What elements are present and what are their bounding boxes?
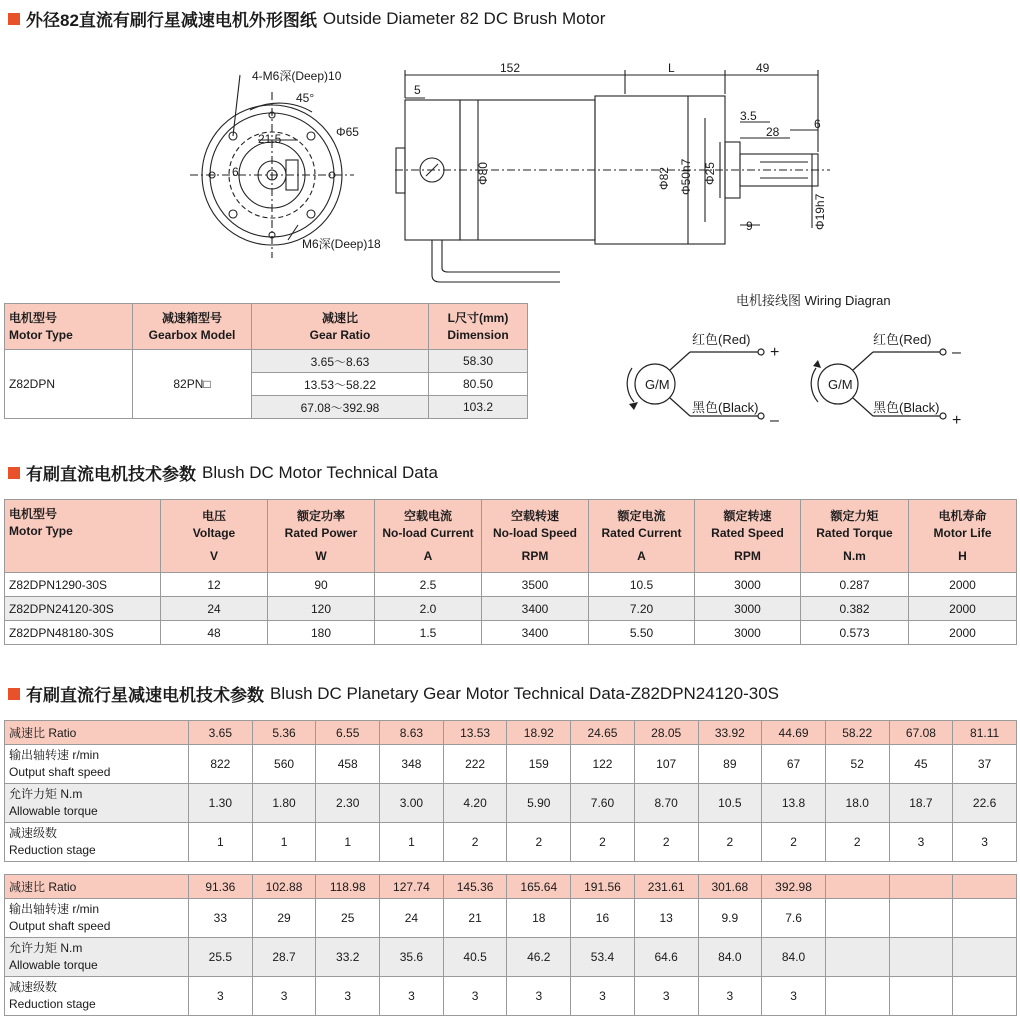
section-marker-icon bbox=[8, 467, 20, 479]
section-title-zh: 有刷直流行星减速电机技术参数 bbox=[26, 686, 264, 705]
torque-cell: 7.60 bbox=[571, 784, 635, 823]
stage-cell: 2 bbox=[634, 823, 698, 862]
speed-cell: 822 bbox=[189, 745, 253, 784]
md-cell: Z82DPN24120-30S bbox=[5, 597, 161, 621]
md-cell: 5.50 bbox=[589, 621, 695, 645]
md-cell: 90 bbox=[268, 573, 375, 597]
stage-cell: 3 bbox=[634, 977, 698, 1016]
gb-motor-cell: Z82DPN bbox=[5, 350, 133, 419]
stage-cell bbox=[889, 977, 953, 1016]
md-cell: 12 bbox=[161, 573, 268, 597]
stage-label: 减速级数 Reduction stage bbox=[5, 823, 189, 862]
md-cell: Z82DPN48180-30S bbox=[5, 621, 161, 645]
ratio-cell: 24.65 bbox=[571, 721, 635, 745]
speed-cell: 67 bbox=[762, 745, 826, 784]
speed-cell: 24 bbox=[380, 899, 444, 938]
dim-5: 5 bbox=[414, 83, 421, 97]
md-cell: 180 bbox=[268, 621, 375, 645]
md-cell: 2.5 bbox=[375, 573, 482, 597]
md-cell: 7.20 bbox=[589, 597, 695, 621]
section-title-zh: 有刷直流电机技术参数 bbox=[26, 465, 196, 484]
dim-center: M6深(Deep)18 bbox=[302, 237, 381, 251]
stage-cell: 3 bbox=[889, 823, 953, 862]
stage-cell: 3 bbox=[762, 977, 826, 1016]
wire-right-top: 红色(Red) bbox=[873, 332, 932, 347]
md-cell: 120 bbox=[268, 597, 375, 621]
md-header-cell: 额定转速 Rated Speed RPM bbox=[695, 500, 801, 573]
md-cell: Z82DPN1290-30S bbox=[5, 573, 161, 597]
gear-table-block-1 bbox=[4, 720, 1017, 862]
ratio-cell: 301.68 bbox=[698, 875, 762, 899]
motor-data-table bbox=[4, 499, 1017, 645]
ratio-row bbox=[5, 875, 1017, 899]
stage-cell: 2 bbox=[825, 823, 889, 862]
gb-header-gearbox: 减速箱型号 Gearbox Model bbox=[133, 304, 252, 350]
stage-label: 减速级数 Reduction stage bbox=[5, 977, 189, 1016]
torque-cell: 1.80 bbox=[252, 784, 316, 823]
md-cell: 3000 bbox=[695, 597, 801, 621]
section-title-motor-data bbox=[8, 460, 438, 485]
ratio-cell bbox=[825, 875, 889, 899]
wire-left-bottom: 黑色(Black) bbox=[692, 400, 759, 415]
table-row bbox=[5, 621, 1017, 645]
section-title-zh: 外径82直流有刷行星减速电机外形图纸 bbox=[26, 11, 317, 30]
speed-cell: 458 bbox=[316, 745, 380, 784]
speed-cell bbox=[825, 899, 889, 938]
torque-cell bbox=[825, 938, 889, 977]
rotation-arrow-icon bbox=[629, 402, 638, 410]
md-cell: 0.382 bbox=[801, 597, 909, 621]
speed-cell bbox=[953, 899, 1017, 938]
speed-cell: 348 bbox=[380, 745, 444, 784]
dim-holes: 4-M6深(Deep)10 bbox=[252, 69, 342, 83]
dim-phi19: Φ19h7 bbox=[813, 193, 827, 230]
torque-cell: 4.20 bbox=[443, 784, 507, 823]
torque-cell: 22.6 bbox=[953, 784, 1017, 823]
ratio-cell: 392.98 bbox=[762, 875, 826, 899]
stage-cell: 3 bbox=[698, 977, 762, 1016]
torque-cell: 28.7 bbox=[252, 938, 316, 977]
gb-header-dimension: L尺寸(mm) Dimension bbox=[429, 304, 528, 350]
motor-label: G/M bbox=[828, 377, 853, 392]
stage-cell bbox=[953, 977, 1017, 1016]
speed-cell: 13 bbox=[634, 899, 698, 938]
ratio-label: 减速比 Ratio bbox=[5, 721, 189, 745]
ratio-cell: 13.53 bbox=[443, 721, 507, 745]
ratio-cell bbox=[953, 875, 1017, 899]
speed-row bbox=[5, 899, 1017, 938]
wiring-title: 电机接线图 Wiring Diagran bbox=[736, 293, 891, 308]
stage-cell: 2 bbox=[762, 823, 826, 862]
section-marker-icon bbox=[8, 13, 20, 25]
speed-row bbox=[5, 745, 1017, 784]
md-header-cell: 电压 Voltage V bbox=[161, 500, 268, 573]
stage-cell: 2 bbox=[507, 823, 571, 862]
torque-cell: 46.2 bbox=[507, 938, 571, 977]
dim-L: L bbox=[668, 61, 675, 75]
torque-cell: 64.6 bbox=[634, 938, 698, 977]
stage-cell: 3 bbox=[507, 977, 571, 1016]
ratio-cell: 145.36 bbox=[443, 875, 507, 899]
stage-cell: 3 bbox=[252, 977, 316, 1016]
md-cell: 2.0 bbox=[375, 597, 482, 621]
rotation-arrow-icon bbox=[813, 360, 821, 368]
stage-row bbox=[5, 977, 1017, 1016]
wiring-diagram bbox=[620, 318, 1010, 448]
stage-cell: 2 bbox=[443, 823, 507, 862]
section-title-outline bbox=[8, 6, 605, 31]
speed-cell: 89 bbox=[698, 745, 762, 784]
speed-cell: 33 bbox=[189, 899, 253, 938]
stage-cell: 3 bbox=[189, 977, 253, 1016]
stage-cell: 3 bbox=[953, 823, 1017, 862]
stage-cell bbox=[825, 977, 889, 1016]
md-header-cell: 额定功率 Rated Power W bbox=[268, 500, 375, 573]
stage-cell: 3 bbox=[380, 977, 444, 1016]
table-row bbox=[5, 597, 1017, 621]
ratio-cell: 44.69 bbox=[762, 721, 826, 745]
torque-cell: 18.0 bbox=[825, 784, 889, 823]
dim-phi80: Φ80 bbox=[476, 162, 490, 185]
gb-dimension-cell: 58.30 bbox=[429, 350, 528, 373]
dim-angle: 45° bbox=[296, 91, 315, 105]
ratio-cell: 3.65 bbox=[189, 721, 253, 745]
gb-ratio-cell: 13.53～58.22 bbox=[252, 373, 429, 396]
ratio-cell: 231.61 bbox=[634, 875, 698, 899]
motor-outline-drawing bbox=[0, 30, 1020, 330]
speed-cell: 159 bbox=[507, 745, 571, 784]
ratio-cell: 127.74 bbox=[380, 875, 444, 899]
dim-6: 6 bbox=[814, 117, 821, 131]
md-cell: 3400 bbox=[482, 597, 589, 621]
md-cell: 3500 bbox=[482, 573, 589, 597]
md-cell: 48 bbox=[161, 621, 268, 645]
torque-row bbox=[5, 938, 1017, 977]
stage-cell: 1 bbox=[316, 823, 380, 862]
gearbox-table bbox=[4, 303, 528, 419]
md-cell: 3000 bbox=[695, 621, 801, 645]
torque-cell: 84.0 bbox=[698, 938, 762, 977]
section-title-en: Blush DC Planetary Gear Motor Technical Data-Z82DPN24120-30S bbox=[270, 683, 779, 703]
torque-cell: 53.4 bbox=[571, 938, 635, 977]
torque-cell: 5.90 bbox=[507, 784, 571, 823]
dim-9: 9 bbox=[746, 219, 753, 233]
speed-cell: 45 bbox=[889, 745, 953, 784]
ratio-cell: 5.36 bbox=[252, 721, 316, 745]
torque-cell: 18.7 bbox=[889, 784, 953, 823]
stage-cell: 3 bbox=[443, 977, 507, 1016]
speed-cell: 222 bbox=[443, 745, 507, 784]
wire-left-bottom-sign: – bbox=[770, 412, 779, 429]
wire-right-top-sign: – bbox=[952, 344, 961, 361]
section-marker-icon bbox=[8, 688, 20, 700]
md-cell: 24 bbox=[161, 597, 268, 621]
dim-152: 152 bbox=[500, 61, 521, 75]
speed-cell: 52 bbox=[825, 745, 889, 784]
torque-cell: 8.70 bbox=[634, 784, 698, 823]
torque-cell: 84.0 bbox=[762, 938, 826, 977]
torque-cell: 1.30 bbox=[189, 784, 253, 823]
md-cell: 2000 bbox=[909, 621, 1017, 645]
md-header-cell: 空载转速 No-load Speed RPM bbox=[482, 500, 589, 573]
speed-cell bbox=[889, 899, 953, 938]
md-cell: 3400 bbox=[482, 621, 589, 645]
dim-pcd: Φ65 bbox=[336, 125, 359, 139]
torque-cell: 33.2 bbox=[316, 938, 380, 977]
torque-cell: 2.30 bbox=[316, 784, 380, 823]
md-cell: 3000 bbox=[695, 573, 801, 597]
stage-cell: 1 bbox=[380, 823, 444, 862]
gb-dimension-cell: 103.2 bbox=[429, 396, 528, 419]
table-row bbox=[5, 573, 1017, 597]
stage-cell: 1 bbox=[189, 823, 253, 862]
dim-phi82: Φ82 bbox=[657, 167, 671, 190]
ratio-cell: 58.22 bbox=[825, 721, 889, 745]
ratio-cell: 118.98 bbox=[316, 875, 380, 899]
md-cell: 2000 bbox=[909, 597, 1017, 621]
torque-cell: 25.5 bbox=[189, 938, 253, 977]
md-cell: 0.287 bbox=[801, 573, 909, 597]
md-header-cell: 额定力矩 Rated Torque N.m bbox=[801, 500, 909, 573]
dim-phi25: Φ25 bbox=[703, 162, 717, 185]
ratio-cell: 191.56 bbox=[571, 875, 635, 899]
section-title-gear-data bbox=[8, 681, 779, 706]
torque-label: 允许力矩 N.m Allowable torque bbox=[5, 784, 189, 823]
torque-cell: 10.5 bbox=[698, 784, 762, 823]
speed-cell: 122 bbox=[571, 745, 635, 784]
speed-cell: 9.9 bbox=[698, 899, 762, 938]
gear-table-block-2 bbox=[4, 874, 1017, 1016]
md-cell: 10.5 bbox=[589, 573, 695, 597]
md-cell: 0.573 bbox=[801, 621, 909, 645]
wire-left-top: 红色(Red) bbox=[692, 332, 751, 347]
ratio-cell: 18.92 bbox=[507, 721, 571, 745]
torque-cell: 13.8 bbox=[762, 784, 826, 823]
ratio-cell bbox=[889, 875, 953, 899]
stage-cell: 3 bbox=[316, 977, 380, 1016]
gb-ratio-cell: 67.08～392.98 bbox=[252, 396, 429, 419]
ratio-cell: 102.88 bbox=[252, 875, 316, 899]
dim-28: 28 bbox=[766, 125, 780, 139]
stage-cell: 1 bbox=[252, 823, 316, 862]
dim-flat: 21.5 bbox=[258, 132, 282, 146]
torque-cell bbox=[889, 938, 953, 977]
gb-header-ratio: 减速比 Gear Ratio bbox=[252, 304, 429, 350]
torque-label: 允许力矩 N.m Allowable torque bbox=[5, 938, 189, 977]
md-cell: 1.5 bbox=[375, 621, 482, 645]
ratio-row bbox=[5, 721, 1017, 745]
dim-49: 49 bbox=[756, 61, 770, 75]
md-header-cell: 额定电流 Rated Current A bbox=[589, 500, 695, 573]
gb-dimension-cell: 80.50 bbox=[429, 373, 528, 396]
ratio-cell: 81.11 bbox=[953, 721, 1017, 745]
section-title-en: Blush DC Motor Technical Data bbox=[202, 462, 438, 482]
dim-3-5: 3.5 bbox=[740, 109, 757, 123]
torque-cell: 40.5 bbox=[443, 938, 507, 977]
md-cell: 2000 bbox=[909, 573, 1017, 597]
torque-cell: 3.00 bbox=[380, 784, 444, 823]
dim-phi50: Φ50h7 bbox=[679, 158, 693, 195]
gb-ratio-cell: 3.65～8.63 bbox=[252, 350, 429, 373]
dim-d6: 6 bbox=[232, 165, 239, 179]
md-header-cell: 电机寿命 Motor Life H bbox=[909, 500, 1017, 573]
torque-cell bbox=[953, 938, 1017, 977]
ratio-cell: 28.05 bbox=[634, 721, 698, 745]
wire-right-bottom: 黑色(Black) bbox=[873, 400, 940, 415]
ratio-cell: 6.55 bbox=[316, 721, 380, 745]
motor-label: G/M bbox=[645, 377, 670, 392]
wire-left-top-sign: + bbox=[770, 344, 780, 361]
speed-cell: 37 bbox=[953, 745, 1017, 784]
torque-row bbox=[5, 784, 1017, 823]
md-header-cell: 空载电流 No-load Current A bbox=[375, 500, 482, 573]
ratio-cell: 67.08 bbox=[889, 721, 953, 745]
speed-cell: 16 bbox=[571, 899, 635, 938]
ratio-cell: 8.63 bbox=[380, 721, 444, 745]
speed-cell: 107 bbox=[634, 745, 698, 784]
ratio-cell: 33.92 bbox=[698, 721, 762, 745]
section-title-en: Outside Diameter 82 DC Brush Motor bbox=[322, 8, 606, 28]
stage-row bbox=[5, 823, 1017, 862]
speed-cell: 7.6 bbox=[762, 899, 826, 938]
speed-cell: 25 bbox=[316, 899, 380, 938]
stage-cell: 3 bbox=[571, 977, 635, 1016]
speed-label: 输出轴转速 r/min Output shaft speed bbox=[5, 899, 189, 938]
md-header-cell: 电机型号 Motor Type bbox=[5, 500, 161, 573]
speed-cell: 560 bbox=[252, 745, 316, 784]
speed-label: 输出轴转速 r/min Output shaft speed bbox=[5, 745, 189, 784]
ratio-label: 减速比 Ratio bbox=[5, 875, 189, 899]
torque-cell: 35.6 bbox=[380, 938, 444, 977]
wire-right-bottom-sign: + bbox=[952, 412, 962, 429]
speed-cell: 29 bbox=[252, 899, 316, 938]
speed-cell: 18 bbox=[507, 899, 571, 938]
speed-cell: 21 bbox=[443, 899, 507, 938]
gb-gearbox-cell: 82PN□ bbox=[133, 350, 252, 419]
stage-cell: 2 bbox=[571, 823, 635, 862]
stage-cell: 2 bbox=[698, 823, 762, 862]
ratio-cell: 165.64 bbox=[507, 875, 571, 899]
gb-header-motor: 电机型号 Motor Type bbox=[5, 304, 133, 350]
ratio-cell: 91.36 bbox=[189, 875, 253, 899]
